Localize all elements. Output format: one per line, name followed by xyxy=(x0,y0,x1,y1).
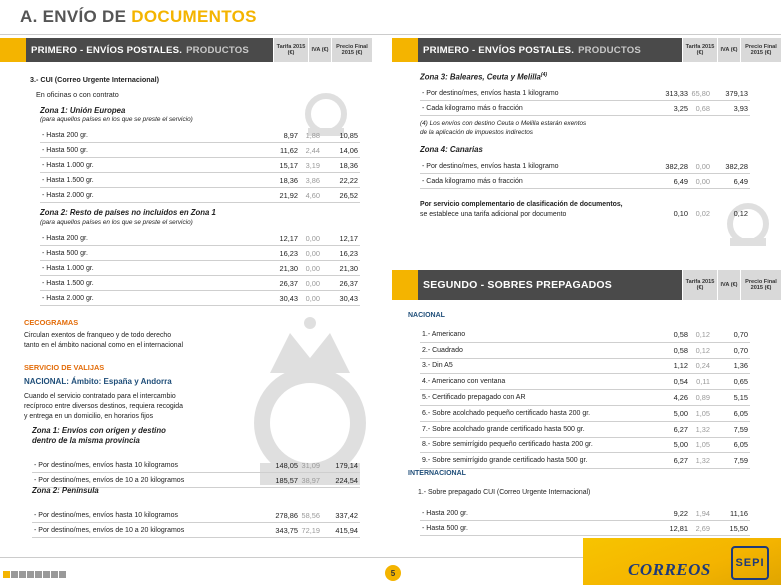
table-row xyxy=(40,188,360,203)
table-cell: 6,05 xyxy=(733,408,748,418)
table-cell: - Hasta 200 gr. xyxy=(422,509,468,517)
table-cell: 3,86 xyxy=(305,175,320,185)
valijas-text-3: y entrega en un domicilio, en horarios fijos xyxy=(24,413,154,420)
table-cell: 7.- Sobre acolchado grande certificado hasta 500 gr. xyxy=(422,425,585,433)
table-cell: 0,24 xyxy=(695,361,710,371)
table-cell: 2,69 xyxy=(695,523,710,533)
valijas-zone1-title-1: Zona 1: Envíos con origen y destino xyxy=(32,426,166,435)
table-cell: - Hasta 500 gr. xyxy=(422,524,468,532)
table-cell: 6,27 xyxy=(673,424,688,434)
table-cell: - Hasta 200 gr. xyxy=(42,234,88,242)
table-cell: 31,09 xyxy=(301,460,320,470)
sobres-section-header: SEGUNDO - SOBRES PREPAGADOS Tarifa 2015 (€) IVA (€) Precio Final 2015 (€) xyxy=(392,270,781,300)
table-cell: 15,17 xyxy=(279,160,298,170)
cui-prepagado-title: 1.- Sobre prepagado CUI (Correo Urgente Internacional) xyxy=(418,489,591,496)
col-precio: Precio Final 2015 (€) xyxy=(741,270,781,300)
table-cell: 65,80 xyxy=(691,88,710,98)
table-row xyxy=(420,506,750,521)
table-cell: - Hasta 200 gr. xyxy=(42,131,88,139)
table-cell: 148,05 xyxy=(275,460,298,470)
col-precio: Precio Final 2015 (€) xyxy=(741,38,781,62)
table-cell: 1,36 xyxy=(733,361,748,371)
left-section-header: PRIMERO - ENVÍOS POSTALES. PRODUCTOS Tarifa 2015 (€) IVA (€) Precio Final 2015 (€) xyxy=(0,38,372,62)
table-cell: 11,62 xyxy=(280,145,298,155)
table-row xyxy=(420,521,750,536)
table-cell: 382,28 xyxy=(725,161,748,171)
table-cell: 22,22 xyxy=(339,175,358,185)
table-cell: 1,05 xyxy=(695,440,710,450)
table-row xyxy=(420,101,750,116)
sepi-logo: SEPI xyxy=(731,546,769,580)
table-cell: 16,23 xyxy=(279,248,298,258)
table-row xyxy=(40,173,360,188)
table-cell: 2,44 xyxy=(305,145,320,155)
table-cell: 58,56 xyxy=(301,510,320,520)
table-cell: 0,00 xyxy=(305,293,320,303)
table-cell: 337,42 xyxy=(335,510,358,520)
col-tarifa: Tarifa 2015 (€) xyxy=(683,270,717,300)
col-tarifa: Tarifa 2015 (€) xyxy=(274,38,308,62)
table-row xyxy=(40,128,360,143)
table-cell: - Hasta 500 gr. xyxy=(42,249,88,257)
table-row xyxy=(40,143,360,158)
table-cell: 14,06 xyxy=(339,145,358,155)
table-cell: 38,97 xyxy=(301,475,320,485)
table-cell: 0,00 xyxy=(695,176,710,186)
cui-title: 3.- CUI (Correo Urgente Internacional) xyxy=(30,75,159,84)
table-cell: 0,70 xyxy=(733,345,748,355)
table-row xyxy=(420,359,750,375)
table-cell: 21,30 xyxy=(279,263,298,273)
col-iva: IVA (€) xyxy=(718,38,740,62)
valijas-nacional: NACIONAL: Ámbito: España y Andorra xyxy=(24,377,172,386)
cecogramas-title: CECOGRAMAS xyxy=(24,318,79,327)
table-cell: 6,27 xyxy=(673,456,688,466)
table-cell: - Cada kilogramo más o fracción xyxy=(422,104,523,112)
table-cell: 0,68 xyxy=(695,103,710,113)
table-cell: 26,52 xyxy=(339,190,358,200)
table-cell: - Hasta 2.000 gr. xyxy=(42,294,94,302)
table-cell: 5,00 xyxy=(673,408,688,418)
table-cell: 26,37 xyxy=(279,278,298,288)
table-cell: 72,19 xyxy=(301,525,320,535)
table-cell: 3,93 xyxy=(733,103,748,113)
table-cell: - Por destino/mes, envíos hasta 10 kilogramos xyxy=(34,461,178,469)
col-iva: IVA (€) xyxy=(718,270,740,300)
table-row xyxy=(420,438,750,454)
col-tarifa: Tarifa 2015 (€) xyxy=(683,38,717,62)
internacional-label: INTERNACIONAL xyxy=(408,470,466,477)
table-cell: 16,23 xyxy=(339,248,358,258)
table-cell: 7,59 xyxy=(733,424,748,434)
table-row xyxy=(420,343,750,359)
table-row xyxy=(420,327,750,343)
table-cell: 0,89 xyxy=(695,393,710,403)
table-cell: 9.- Sobre semirrígido grande certificado hasta 500 gr. xyxy=(422,457,588,465)
table-cell: 6,49 xyxy=(733,176,748,186)
table-cell: - Por destino/mes, envíos de 10 a 20 kilogramos xyxy=(34,526,185,534)
table-row xyxy=(40,261,360,276)
table-cell: 0,12 xyxy=(695,345,710,355)
table-cell: 343,75 xyxy=(275,525,298,535)
table-cell: 0,58 xyxy=(673,329,688,339)
table-cell: 12,17 xyxy=(279,233,298,243)
table-cell: 26,37 xyxy=(339,278,358,288)
table-row xyxy=(40,231,360,246)
table-cell: 6,05 xyxy=(733,440,748,450)
table-cell: 0,00 xyxy=(305,263,320,273)
table-cell: 8,97 xyxy=(283,130,298,140)
table-cell: 30,43 xyxy=(279,293,298,303)
table-row xyxy=(32,508,360,523)
table-row xyxy=(40,158,360,173)
cecogramas-text-2: tanto en el ámbito nacional como en el internacional xyxy=(24,342,183,349)
table-cell: 415,94 xyxy=(335,525,358,535)
table-row xyxy=(420,159,750,174)
table-cell: - Por destino/mes, envíos de 10 a 20 kilogramos xyxy=(34,476,185,484)
table-cell: 12,17 xyxy=(339,233,358,243)
table-row xyxy=(420,86,750,101)
table-cell: - Por destino/mes, envíos hasta 1 kilogramo xyxy=(422,162,559,170)
table-cell: 15,50 xyxy=(729,523,748,533)
table-cell: 0,00 xyxy=(305,248,320,258)
correos-logo: CORREOS xyxy=(628,560,711,579)
table-row xyxy=(420,390,750,406)
col-precio: Precio Final 2015 (€) xyxy=(332,38,372,62)
nacional-label: NACIONAL xyxy=(408,312,445,319)
left-column xyxy=(0,38,372,548)
table-row xyxy=(420,174,750,189)
complementario-text-2: se establece una tarifa adicional por documento xyxy=(420,211,567,218)
table-cell: 11,16 xyxy=(730,508,748,518)
table-cell: 278,86 xyxy=(275,510,298,520)
zone4-title: Zona 4: Canarias xyxy=(420,145,483,154)
table-cell: 1.- Americano xyxy=(422,330,466,338)
table-cell: 379,13 xyxy=(725,88,748,98)
table-cell: 4,26 xyxy=(673,393,688,403)
table-row xyxy=(420,453,750,469)
table-cell: - Hasta 1.000 gr. xyxy=(42,161,94,169)
table-cell: 8.- Sobre semirrígido pequeño certificado hasta 200 gr. xyxy=(422,441,593,449)
table-cell: 6,49 xyxy=(673,176,688,186)
table-row xyxy=(420,406,750,422)
table-cell: 3.- Din A5 xyxy=(422,362,453,370)
table-cell: 0,54 xyxy=(673,377,688,387)
zone1-note: (para aquellos países en los que se preste el servicio) xyxy=(40,116,193,123)
valijas-title: SERVICIO DE VALIJAS xyxy=(24,363,105,372)
table-row xyxy=(32,523,360,538)
table-cell: 21,30 xyxy=(339,263,358,273)
table-cell: 313,33 xyxy=(665,88,688,98)
table-cell: 1,32 xyxy=(695,424,710,434)
table-cell: 3,19 xyxy=(305,160,320,170)
zone1-title: Zona 1: Unión Europea xyxy=(40,106,126,115)
table-cell: 18,36 xyxy=(279,175,298,185)
col-iva: IVA (€) xyxy=(309,38,331,62)
table-row xyxy=(40,276,360,291)
table-cell: 0,65 xyxy=(733,377,748,387)
table-cell: 1,94 xyxy=(695,508,710,518)
table-cell: 3,25 xyxy=(673,103,688,113)
valijas-text-1: Cuando el servicio contratado para el intercambio xyxy=(24,393,176,400)
table-cell: 185,57 xyxy=(275,475,298,485)
table-cell: - Hasta 1.000 gr. xyxy=(42,264,94,272)
complementario-row: 0,10 0,02 0,12 xyxy=(673,209,748,218)
table-cell: 5,00 xyxy=(673,440,688,450)
table-row xyxy=(40,246,360,261)
table-cell: - Cada kilogramo más o fracción xyxy=(422,177,523,185)
table-cell: - Hasta 1.500 gr. xyxy=(42,279,94,287)
table-cell: 1,88 xyxy=(305,130,320,140)
table-cell: 10,85 xyxy=(339,130,358,140)
table-cell: - Por destino/mes, envíos hasta 10 kilogramos xyxy=(34,511,178,519)
table-cell: 0,12 xyxy=(695,329,710,339)
table-cell: - Hasta 2.000 gr. xyxy=(42,191,94,199)
table-cell: 0,70 xyxy=(733,329,748,339)
table-cell: 7,59 xyxy=(733,456,748,466)
table-cell: 5.- Certificado prepagado con AR xyxy=(422,394,526,402)
table-row xyxy=(32,458,360,473)
right-column xyxy=(392,38,781,548)
complementario-text-1: Por servicio complementario de clasificación de documentos, xyxy=(420,201,623,208)
table-cell: 0,58 xyxy=(673,345,688,355)
contrato-label: En oficinas o con contrato xyxy=(36,90,119,99)
table-cell: 21,92 xyxy=(279,190,298,200)
table-cell: - Hasta 500 gr. xyxy=(42,146,88,154)
table-cell: 179,14 xyxy=(335,460,358,470)
table-cell: 18,36 xyxy=(339,160,358,170)
valijas-text-2: recíproco entre diversos destinos, requiera recogida xyxy=(24,403,183,410)
table-cell: 382,28 xyxy=(665,161,688,171)
table-cell: 0,00 xyxy=(695,161,710,171)
zone3-note-1: (4) Los envíos con destino Ceuta o Melilla estarán exentos xyxy=(420,120,587,127)
table-cell: - Por destino/mes, envíos hasta 1 kilogramo xyxy=(422,89,559,97)
zone2-note: (para aquellos países en los que se preste el servicio) xyxy=(40,219,193,226)
table-cell: 2.- Cuadrado xyxy=(422,346,463,354)
table-row xyxy=(420,422,750,438)
table-cell: 4,60 xyxy=(305,190,320,200)
table-cell: 0,11 xyxy=(696,377,710,387)
zone3-note-2: de la aplicación de impuestos indirectos xyxy=(420,129,533,136)
table-cell: 0,00 xyxy=(305,278,320,288)
table-cell: - Hasta 1.500 gr. xyxy=(42,176,94,184)
valijas-zone2-title: Zona 2: Península xyxy=(32,486,99,495)
zone2-title: Zona 2: Resto de países no incluidos en Zona 1 xyxy=(40,208,216,217)
page-title: A. ENVÍO DE DOCUMENTOS xyxy=(20,7,257,26)
table-cell: 1,05 xyxy=(695,408,710,418)
table-cell: 5,15 xyxy=(733,393,748,403)
table-cell: 30,43 xyxy=(339,293,358,303)
table-cell: 1,12 xyxy=(673,361,688,371)
table-cell: 4.- Americano con ventana xyxy=(422,378,506,386)
valijas-zone1-title-2: dentro de la misma provincia xyxy=(32,436,140,445)
table-cell: 0,00 xyxy=(305,233,320,243)
table-cell: 9,22 xyxy=(673,508,688,518)
zone3-title: Zona 3: Baleares, Ceuta y Melilla$^{(4)}$ xyxy=(420,72,548,82)
page-number: 5 xyxy=(385,565,401,581)
table-cell: 12,81 xyxy=(669,523,688,533)
table-cell: 1,32 xyxy=(695,456,710,466)
table-row xyxy=(420,374,750,390)
divider xyxy=(0,34,781,35)
page-indicator xyxy=(3,571,67,578)
table-cell: 6.- Sobre acolchado pequeño certificado hasta 200 gr. xyxy=(422,409,591,417)
table-cell: 224,54 xyxy=(335,475,358,485)
table-row xyxy=(40,291,360,306)
right-section-header: PRIMERO - ENVÍOS POSTALES. PRODUCTOS Tarifa 2015 (€) IVA (€) Precio Final 2015 (€) xyxy=(392,38,781,62)
cecogramas-text-1: Circulan exentos de franqueo y de todo derecho xyxy=(24,332,172,339)
